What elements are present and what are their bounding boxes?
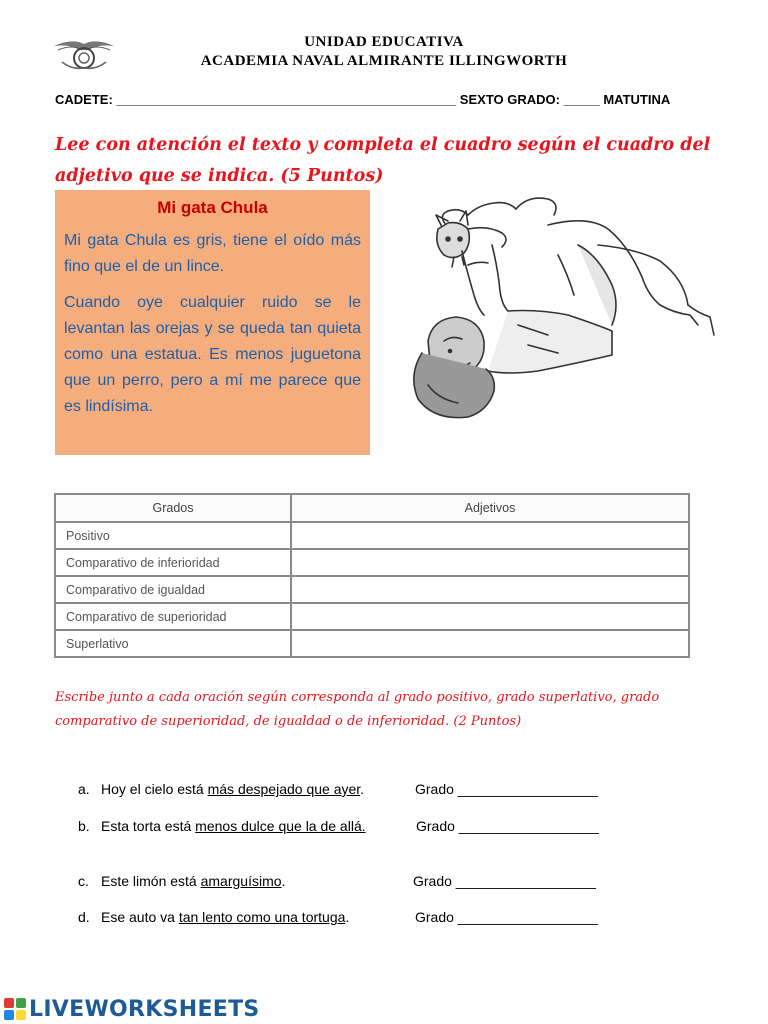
exercise-d xyxy=(78,909,598,925)
exercise-text: Este limón está xyxy=(101,873,201,889)
person-with-cat-illustration xyxy=(398,185,718,430)
grado-answer-blank[interactable]: Grado __________________ xyxy=(416,818,599,834)
reading-paragraph-1: Mi gata Chula es gris, tiene el oído más fino que el de un lince. xyxy=(64,232,361,275)
student-info-line: CADETE: _______________________________________________ SEXTO GRADO: _____ MATUTINA xyxy=(55,92,671,107)
exercise-b xyxy=(78,818,599,834)
adjective-input-cell[interactable] xyxy=(291,603,689,630)
adjective-input-cell[interactable] xyxy=(291,576,689,603)
liveworksheets-logo[interactable] xyxy=(3,994,260,1024)
reading-title: Mi gata Chula xyxy=(157,198,268,217)
grades-table xyxy=(54,493,690,658)
adjective-input-cell[interactable] xyxy=(291,549,689,576)
table-row xyxy=(55,522,689,549)
exercise-letter: c. xyxy=(78,873,89,889)
grade-cell-comparativo-inferioridad: Comparativo de inferioridad xyxy=(55,549,291,576)
exercise-text: Hoy el cielo está xyxy=(101,781,208,797)
grade-cell-positivo: Positivo xyxy=(55,522,291,549)
table-row xyxy=(55,549,689,576)
exercise-a xyxy=(78,781,598,797)
grado-answer-blank[interactable]: Grado __________________ xyxy=(413,873,596,889)
table-header-adjetivos: Adjetivos xyxy=(291,494,689,522)
liveworksheets-logo-text: LIVEWORKSHEETS xyxy=(29,996,260,1022)
exercise-underlined-phrase: menos dulce que la de allá. xyxy=(195,818,366,834)
table-row xyxy=(55,630,689,657)
grade-cell-comparativo-igualdad: Comparativo de igualdad xyxy=(55,576,291,603)
exercise-c xyxy=(78,873,596,889)
exercise-letter: d. xyxy=(78,909,90,925)
grado-answer-blank[interactable]: Grado __________________ xyxy=(415,781,598,797)
liveworksheets-logo-icon xyxy=(3,997,27,1021)
table-header-row xyxy=(55,494,689,522)
exercise-text: Esta torta está xyxy=(101,818,196,834)
table-row xyxy=(55,576,689,603)
table-header-grados: Grados xyxy=(55,494,291,522)
exercise-underlined-phrase: amarguísimo xyxy=(200,873,282,889)
school-name-line1: UNIDAD EDUCATIVA xyxy=(304,34,464,50)
table-row xyxy=(55,603,689,630)
exercise-letter: a. xyxy=(78,781,90,797)
exercise-text: Ese auto va xyxy=(101,909,179,925)
exercise-suffix: . xyxy=(345,909,350,925)
exercise-underlined-phrase: más despejado que ayer xyxy=(207,781,361,797)
reading-box xyxy=(55,190,370,455)
exercise-letter: b. xyxy=(78,818,90,834)
grade-cell-superlativo: Superlativo xyxy=(55,630,291,657)
adjective-input-cell[interactable] xyxy=(291,522,689,549)
school-name-line2: ACADEMIA NAVAL ALMIRANTE ILLINGWORTH xyxy=(200,53,568,69)
grado-answer-blank[interactable]: Grado __________________ xyxy=(415,909,598,925)
grade-cell-comparativo-superioridad: Comparativo de superioridad xyxy=(55,603,291,630)
reading-paragraph-2: Cuando oye cualquier ruido se le levantan las orejas y se queda tan quieta como una estatua. Es menos juguetona que un perro, pero a mí me parece que es lindísima. xyxy=(64,294,361,415)
exercise-suffix: . xyxy=(281,873,286,889)
exercise-suffix: . xyxy=(360,781,365,797)
adjective-input-cell[interactable] xyxy=(291,630,689,657)
instruction-secondary: Escribe junto a cada oración según corresponda al grado positivo, grado superlativo, grado comparativo de superioridad, de igualdad o de inferioridad. (2 Puntos) xyxy=(55,690,660,729)
instruction-main: Lee con atención el texto y completa el cuadro según el cuadro del adjetivo que se indica. (5 Puntos) xyxy=(55,135,711,186)
exercise-underlined-phrase: tan lento como una tortuga xyxy=(178,909,346,925)
